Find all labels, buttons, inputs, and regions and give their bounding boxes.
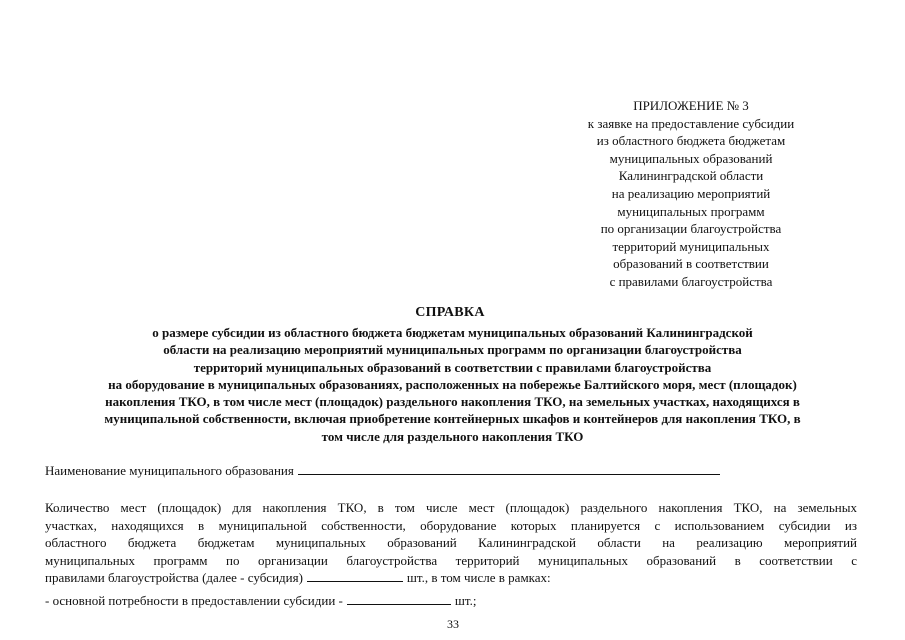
paragraph-line: муниципальных программ по организации благоустройства территорий муниципальных образований в соответствии с <box>45 552 857 568</box>
municipality-blank[interactable] <box>298 462 720 475</box>
basic-need-label: - основной потребности в предоставлении субсидии - <box>45 593 343 608</box>
subtitle-line: муниципальной собственности, включая приобретение контейнерных шкафов и контейнеров для накопления ТКО, в <box>104 411 801 427</box>
paragraph-line: участках, находящихся в муниципальной собственности, оборудование которых планируется с использованием субсидии из <box>45 517 857 533</box>
paragraph-last-before: правилами благоустройства (далее - субсидия) <box>45 570 303 586</box>
subtitle-line: на оборудование в муниципальных образованиях, расположенных на побережье Балтийского моря, мест (площадок) <box>108 376 797 392</box>
appendix-line: с правилами благоустройства <box>609 273 773 289</box>
appendix-line: ПРИЛОЖЕНИЕ № 3 <box>633 98 749 113</box>
basic-need-blank[interactable] <box>347 592 451 605</box>
subtitle-line: территорий муниципальных образований в соответствии с правилами благоустройства <box>193 359 712 375</box>
subtitle-line: накопления ТКО, в том числе мест (площадок) раздельного накопления ТКО, на земельных участках, находящихся в <box>105 394 800 410</box>
subtitle-line: том числе для раздельного накопления ТКО <box>321 428 584 444</box>
page-number: 33 <box>447 617 459 631</box>
appendix-line: к заявке на предоставление субсидии <box>587 115 795 131</box>
document-title: СПРАВКА <box>415 305 485 320</box>
appendix-line: из областного бюджета бюджетам <box>596 133 786 149</box>
paragraph-last-line <box>45 569 857 587</box>
quantity-paragraph <box>45 499 857 587</box>
appendix-line: на реализацию мероприятий <box>611 185 771 201</box>
subtitle-line: о размере субсидии из областного бюджета бюджетам муниципальных образований Калининградской <box>152 325 753 340</box>
appendix-line: образований в соответствии <box>613 256 769 272</box>
basic-need-line <box>45 592 476 609</box>
paragraph-line: областного бюджета бюджетам муниципальных образований Калининградской области на реализацию мероприятий <box>45 535 857 551</box>
subtitle-line: области на реализацию мероприятий муниципальных программ по организации благоустройства <box>163 342 742 358</box>
appendix-line: территорий муниципальных <box>612 238 770 254</box>
appendix-line: муниципальных программ <box>617 203 765 219</box>
appendix-line: муниципальных образований <box>609 150 773 166</box>
document-subtitle <box>30 324 875 445</box>
municipality-label: Наименование муниципального образования <box>45 463 294 478</box>
appendix-header <box>560 97 822 291</box>
municipality-field <box>45 462 720 479</box>
basic-need-unit: шт.; <box>454 593 477 608</box>
paragraph-last-after: шт., в том числе в рамках: <box>406 570 551 586</box>
appendix-line: по организации благоустройства <box>600 221 782 237</box>
paragraph-line: Количество мест (площадок) для накопления ТКО, в том числе мест (площадок) раздельного накопления ТКО, на земельных <box>45 500 857 515</box>
appendix-line: Калининградской области <box>618 168 764 184</box>
subsidy-quantity-blank[interactable] <box>307 569 403 582</box>
